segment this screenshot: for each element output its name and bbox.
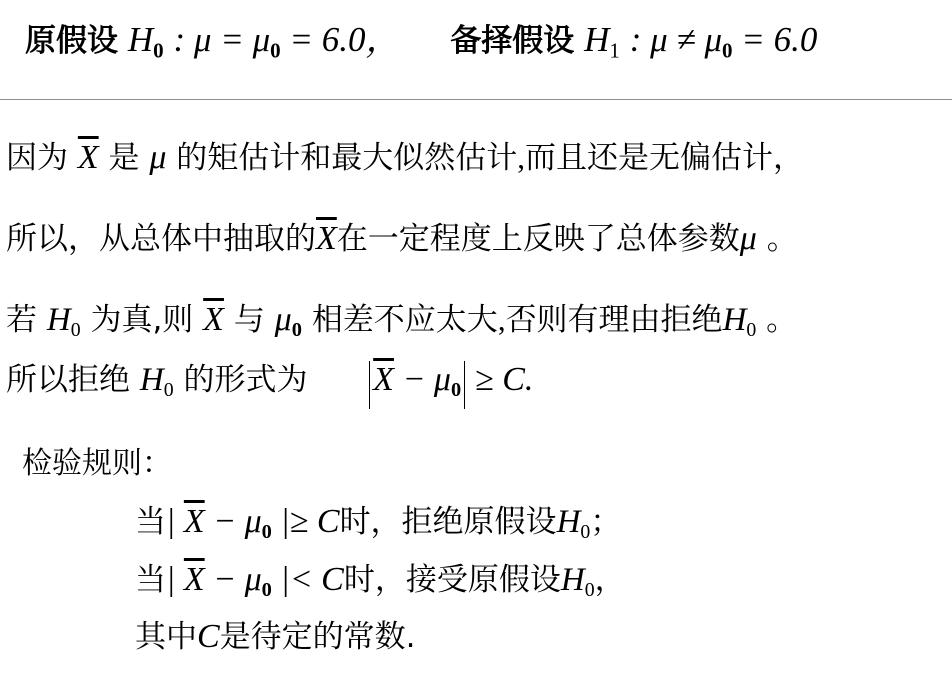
alternative-hypothesis-label: 备择假设 — [450, 23, 575, 59]
alternative-hypothesis-formula: : μ ≠ μ0 = 6.0 — [629, 20, 818, 63]
text: 是待定的常数. — [219, 619, 416, 655]
sample-mean-symbol: $\overline{X}$ — [77, 139, 99, 176]
text: 。 — [766, 221, 798, 257]
text: 当 — [135, 562, 166, 598]
text: 当 — [135, 504, 166, 540]
body-line-4 — [6, 360, 533, 410]
text: 若 — [6, 302, 37, 338]
text: 时，接受原假设 — [343, 562, 561, 598]
body-line-2 — [6, 219, 798, 259]
mu-symbol: μ — [149, 139, 167, 176]
h1-symbol: $H_1$ — [584, 20, 620, 63]
body-line-3 — [6, 300, 797, 350]
rejection-threshold: ≥ C. — [475, 361, 534, 398]
sample-mean-symbol: $\overline{X}$ — [203, 301, 224, 338]
h0-symbol: $H_0$ — [46, 302, 81, 341]
text: 。 — [766, 302, 798, 338]
text: 的矩估计和最大似然估计 — [176, 140, 518, 176]
text: 所以，从总体中抽取的 — [6, 221, 316, 257]
threshold: < C — [289, 561, 344, 598]
text: 为真,则 — [90, 302, 194, 338]
abs-deviation-expression: $\overline{X} - \mu 0$ — [369, 361, 465, 409]
sample-mean-symbol: $\overline{X}$ — [316, 220, 337, 257]
text: 其中 — [135, 619, 197, 655]
body-line-1 — [6, 138, 804, 178]
mu0-symbol: μ0 — [274, 301, 302, 342]
text: 时，拒绝原假设 — [339, 504, 557, 540]
abs-deviation-expression: | $\overline{X} - \mu 0$ | — [166, 561, 290, 602]
text: 因为 — [6, 140, 68, 176]
text: 是 — [108, 140, 140, 176]
text: 的形式为 — [183, 362, 308, 398]
test-rule-accept — [135, 560, 626, 610]
constant-c-symbol: C — [197, 618, 220, 655]
threshold: ≥ C — [289, 503, 340, 540]
h0-symbol: $H_0$ — [560, 562, 595, 601]
text: ， — [594, 562, 626, 598]
text: 相差不应太大 — [311, 302, 498, 338]
text: ； — [590, 504, 622, 540]
abs-deviation-expression: | $\overline{X} - \mu 0$ | — [166, 503, 290, 544]
mu-symbol: μ — [739, 220, 757, 257]
test-rule-reject — [135, 502, 621, 552]
test-rule-title — [22, 444, 172, 484]
h0-symbol: H0 — [127, 20, 164, 63]
test-rule-title-text: 检验规则： — [22, 446, 172, 481]
hypothesis-header — [25, 20, 817, 70]
h0-symbol: $H_0$ — [556, 504, 591, 543]
null-hypothesis-formula: : μ = μ0 = 6.0， — [173, 20, 401, 63]
text: 与 — [233, 302, 265, 338]
text: 在一定程度上反映了总体参数 — [336, 221, 740, 257]
header-divider — [0, 99, 952, 100]
h0-symbol: $H_0$ — [722, 302, 757, 341]
null-hypothesis-label: 原假设 — [25, 23, 118, 59]
test-rule-constant-note — [135, 617, 416, 657]
text: ,否则有理由拒绝 — [497, 302, 723, 337]
text: ,而且还是无偏估计， — [517, 140, 805, 175]
h0-symbol: $H_0$ — [139, 362, 174, 401]
text: 所以拒绝 — [6, 362, 130, 398]
